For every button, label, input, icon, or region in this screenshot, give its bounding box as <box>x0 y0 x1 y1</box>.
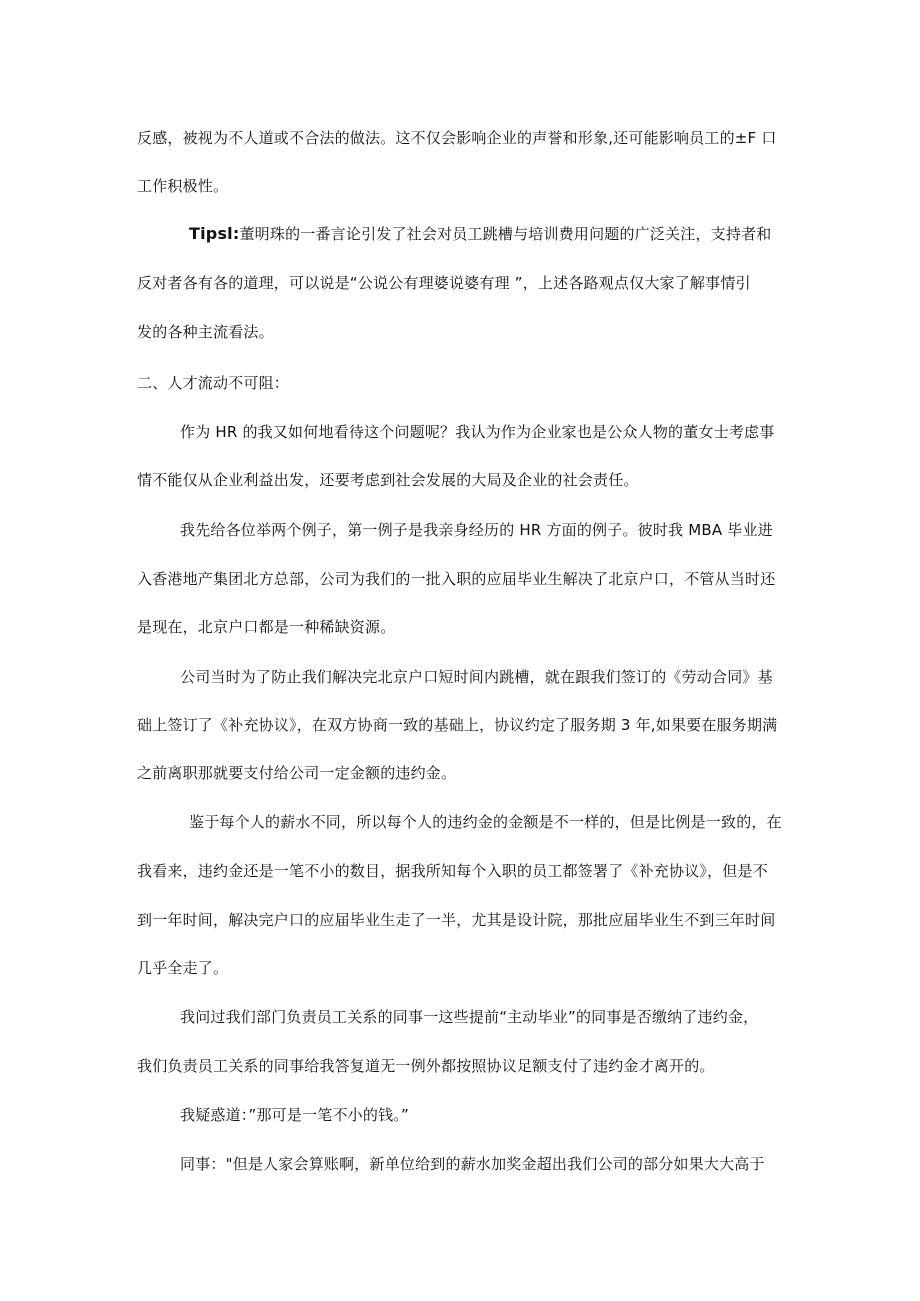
paragraph-line: 同事："但是人家会算账啊，新单位给到的薪水加奖金超出我们公司的部分如果大大高于 <box>180 1155 765 1173</box>
paragraph-line: 我问过我们部门负责员工关系的同事一这些提前“主动毕业”的同事是否缴纳了违约金， <box>180 1008 759 1026</box>
tips-label: Tipsl: <box>189 224 240 243</box>
paragraph-line: 反感，被视为不人道或不合法的做法。这不仅会影响企业的声誉和形象,还可能影响员工的±F 口 <box>137 129 777 147</box>
paragraph-line: 鉴于每个人的薪水不同，所以每个人的违约金的金额是不一样的，但是比例是一致的，在 <box>189 813 782 831</box>
paragraph-line: 反对者各有各的道理，可以说是“公说公有理婆说婆有理 ”，上述各路观点仅大家了解事情引 <box>137 274 751 292</box>
paragraph-line: 我先给各位举两个例子，第一例子是我亲身经历的 HR 方面的例子。彼时我 MBA 毕业进 <box>180 521 773 539</box>
paragraph-line: 情不能仅从企业利益出发，还要考虑到社会发展的大局及企业的社会责任。 <box>137 471 639 489</box>
paragraph-line: 作为 HR 的我又如何地看待这个问题呢？我认为作为企业家也是公众人物的董女士考虑事 <box>180 423 775 441</box>
paragraph-line: 我疑惑道：”那可是一笔不小的钱。” <box>180 1106 409 1124</box>
paragraph-line: 是现在，北京户口都是一种稀缺资源。 <box>137 618 396 636</box>
paragraph-line: 入香港地产集团北方总部，公司为我们的一批入职的应届毕业生解决了北京户口，不管从当时还 <box>137 570 776 588</box>
paragraph-line: 几乎全走了。 <box>137 959 229 977</box>
paragraph-line: 之前离职那就要支付给公司一定金额的违约金。 <box>137 764 457 782</box>
paragraph-line: 我看来，违约金还是一笔不小的数目，据我所知每个入职的员工都签署了《补充协议》，但是不 <box>137 862 768 880</box>
paragraph-line: 公司当时为了防止我们解决完北京户口短时间内跳槽，就在跟我们签订的《劳动合同》基 <box>180 668 773 686</box>
paragraph-line: 发的各种主流看法。 <box>137 323 274 341</box>
paragraph-line: 我们负责员工关系的同事给我答复道无一例外都按照协议足额支付了违约金才离开的。 <box>137 1057 715 1075</box>
paragraph-line: 础上签订了《补充协议》，在双方协商一致的基础上，协议约定了服务期 3 年,如果要在服务期满 <box>137 716 778 734</box>
tips-paragraph-line <box>189 224 771 244</box>
tips-text: 董明珠的一番言论引发了社会对员工跳槽与培训费用问题的广泛关注，支持者和 <box>239 225 772 243</box>
paragraph-line: 工作积极性。 <box>137 177 229 195</box>
section-heading: 二、人才流动不可阻： <box>137 374 290 392</box>
paragraph-line: 到一年时间，解决完户口的应届毕业生走了一半，尤其是设计院，那批应届毕业生不到三年时间 <box>137 911 776 929</box>
